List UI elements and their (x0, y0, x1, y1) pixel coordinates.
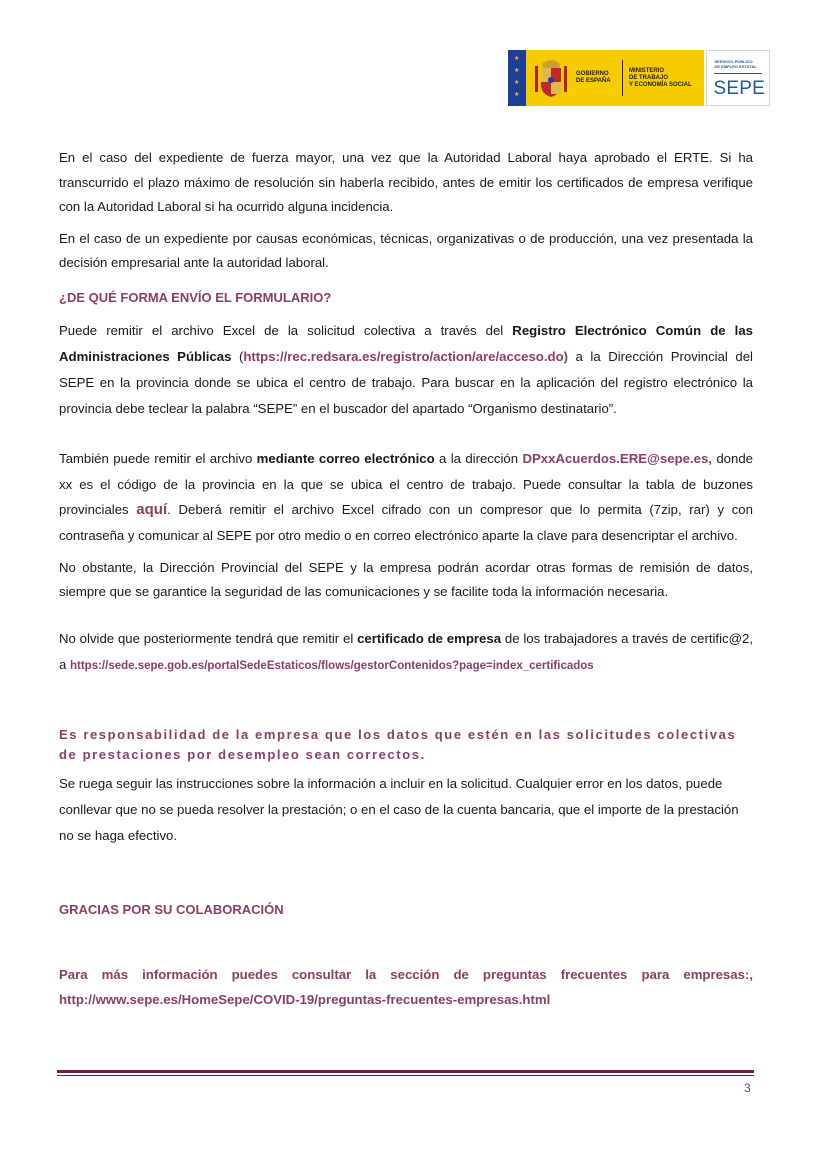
logo-divider (622, 60, 623, 96)
email-link[interactable]: DPxxAcuerdos.ERE@sepe.es, (522, 451, 712, 466)
sepe-logo: SERVICIO PÚBLICO DE EMPLEO ESTATAL SEPE (706, 50, 770, 106)
footer-rule (57, 1070, 754, 1073)
footer-rule-thin (57, 1075, 754, 1076)
ministry-label: MINISTERIO DE TRABAJO Y ECONOMÍA SOCIAL (629, 67, 692, 88)
aqui-link[interactable]: aquí (136, 501, 168, 518)
header-logo (508, 50, 770, 106)
registro-link[interactable]: https://rec.redsara.es/registro/action/are/acceso.do) (243, 349, 569, 364)
section-heading-envio: ¿DE QUÉ FORMA ENVÍO EL FORMULARIO? (59, 289, 332, 305)
paragraph-certificado: No olvide que posteriormente tendrá que remitir el certificado de empresa de los trabajadores a través de certific@2, a https://sede.sepe.gob.es/portalSedeEstaticos/flows/gestorContenidos?page=index_certificados (59, 631, 754, 672)
government-label: GOBIERNO DE ESPAÑA (576, 71, 611, 84)
coat-of-arms-icon (534, 56, 568, 100)
certificados-link[interactable]: https://sede.sepe.gob.es/portalSedeEstaticos/flows/gestorContenidos?page=index_certificados (70, 660, 594, 672)
thanks-heading: GRACIAS POR SU COLABORACIÓN (59, 902, 284, 917)
responsibility-notice: Es responsabilidad de la empresa que los datos que estén en las solicitudes colectivas de prestaciones por desempleo sean correctos. (59, 727, 737, 762)
paragraph-fuerza-mayor: En el caso del expediente de fuerza mayor, una vez que la Autoridad Laboral haya aprobado el ERTE. Si ha transcurrido el plazo máximo de resolución sin haberla recibido, antes de emitir los certificados de empresa verifique con la Autoridad Laboral si ha ocurrido alguna incidencia. (59, 150, 753, 214)
sepe-wordmark: SEPE (713, 78, 765, 99)
faq-info[interactable]: Para más información puedes consultar la sección de preguntas frecuentes para empresas:, http://www.sepe.es/HomeSepe/COVID-19/preguntas-frecuentes-empresas.html (59, 966, 753, 1007)
paragraph-registro: Puede remitir el archivo Excel de la solicitud colectiva a través del Registro Electrónico Común de las Administraciones Públicas (https://rec.redsara.es/registro/action/are/acceso.do) a la Dirección Provincial del SEPE en la provincia donde se ubica el centro de trabajo. Para buscar en la aplicación del registro electrónico la provincia debe teclear la palabra “SEPE” en el buscador del apartado “Organismo destinatario”. (59, 323, 753, 416)
paragraph-instrucciones: Se ruega seguir las instrucciones sobre la información a incluir en la solicitud. Cualquier error en los datos, puede conllevar que no se pueda resolver la prestación; o en el caso de la cuenta bancaria, que el importe de la prestación no se haga efectivo. (59, 776, 739, 843)
government-logo (508, 50, 704, 106)
paragraph-causas-economicas: En el caso de un expediente por causas económicas, técnicas, organizativas o de producción, una vez presentada la decisión empresarial ante la autoridad laboral. (59, 230, 753, 270)
paragraph-otras-formas: No obstante, la Dirección Provincial del SEPE y la empresa podrán acordar otras formas de remisión de datos, siempre que se garantice la seguridad de las comunicaciones y se facilite toda la información necesaria. (59, 560, 753, 599)
paragraph-correo: También puede remitir el archivo mediante correo electrónico a la dirección DPxxAcuerdos.ERE@sepe.es, donde xx es el código de la provincia en la que se ubica el centro de trabajo. Puede consultar la tabla de buzones provinciales aquí. Deberá remitir el archivo Excel cifrado con un compresor que lo permita (7zip, rar) y con contraseña y comunicar al SEPE por otro medio o en correo electrónico aparte la clave para desencriptar el archivo. (59, 451, 753, 543)
document-body (59, 146, 753, 1012)
registro-name: Registro Electrónico Común de las Administraciones Públicas (59, 323, 753, 364)
page-number: 3 (744, 1081, 751, 1095)
eu-flag-strip: ★ ★ ★ ★ (508, 50, 526, 106)
